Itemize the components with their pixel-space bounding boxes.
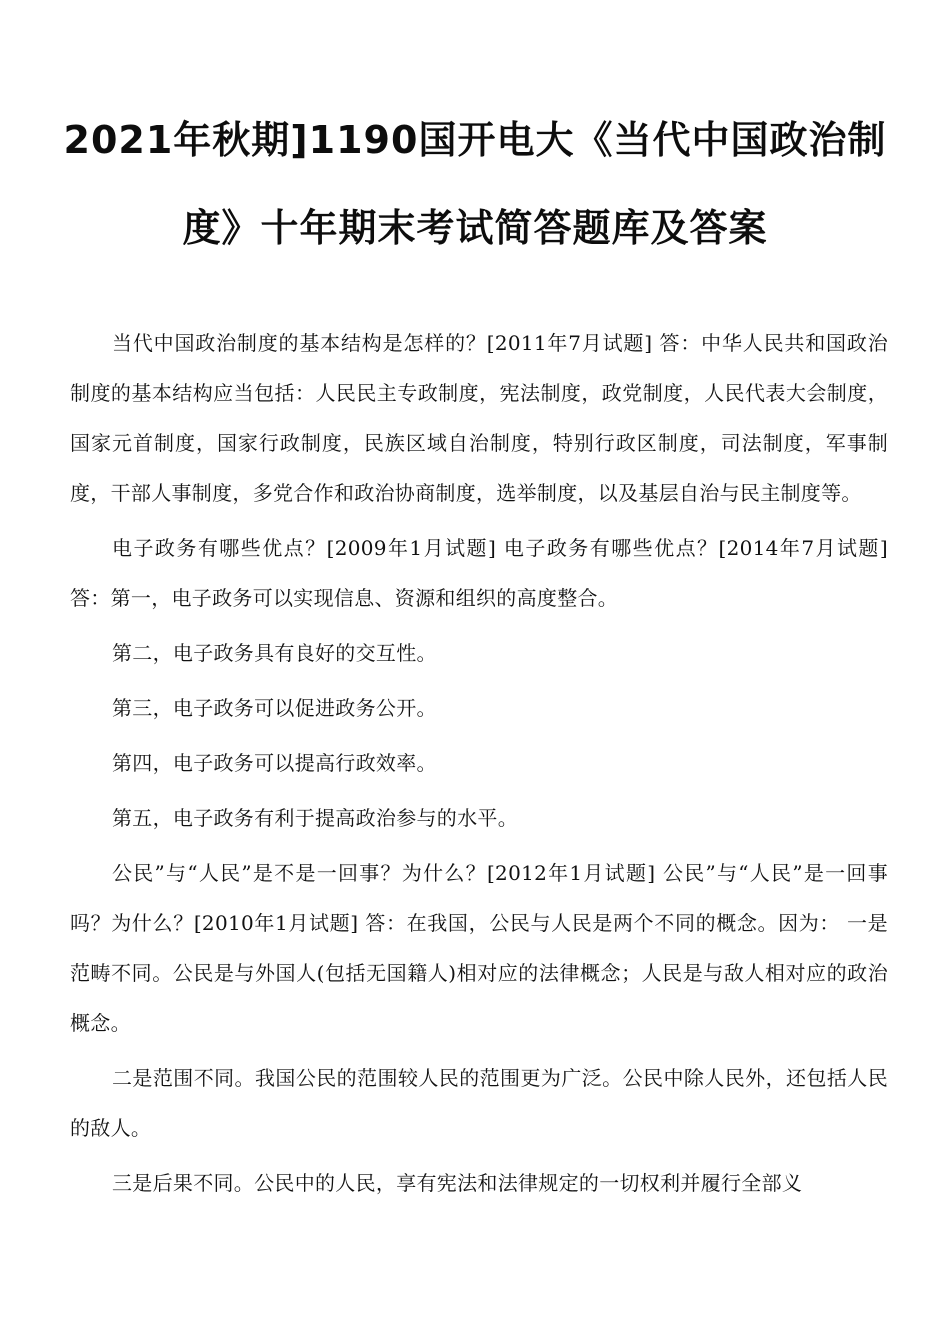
paragraph-citizen-people-question: 公民”与“人民”是不是一回事？为什么？[2012年1月试题] 公民”与“人民”是一回事吗？为什么？[2010年1月试题] 答：在我国，公民与人民是两个不同的概念。因为： 一是范畴不同。公民是与外国人(包括无国籍人)相对应的法律概念；人民是与敌人相对应的政治概念。 xyxy=(70,861,888,1035)
paragraph-e-government-question: 电子政务有哪些优点？[2009年1月试题] 电子政务有哪些优点？[2014年7月试题] 答：第一，电子政务可以实现信息、资源和组织的高度整合。 xyxy=(70,536,888,610)
paragraph-scope-difference: 二是范围不同。我国公民的范围较人民的范围更为广泛。公民中除人民外，还包括人民的敌人。 xyxy=(70,1066,888,1140)
paragraph-fifth-point: 第五，电子政务有利于提高政治参与的水平。 xyxy=(112,806,518,830)
title-line-2: 度》十年期末考试简答题库及答案 xyxy=(182,206,768,250)
document-title xyxy=(60,96,890,272)
paragraph-fourth-point: 第四，电子政务可以提高行政效率。 xyxy=(112,751,437,775)
paragraph-second-point: 第二，电子政务具有良好的交互性。 xyxy=(112,641,437,665)
paragraph-third-point: 第三，电子政务可以促进政务公开。 xyxy=(112,696,437,720)
paragraph-consequence-difference: 三是后果不同。公民中的人民，享有宪法和法律规定的一切权利并履行全部义 xyxy=(112,1171,803,1195)
paragraph-structure-question: 当代中国政治制度的基本结构是怎样的？[2011年7月试题] 答：中华人民共和国政治制度的基本结构应当包括：人民民主专政制度，宪法制度，政党制度，人民代表大会制度，国家元首制度，国家行政制度，民族区域自治制度，特别行政区制度，司法制度，军事制度，干部人事制度，多党合作和政治协商制度，选举制度，以及基层自治与民主制度等。 xyxy=(70,331,888,505)
document-body xyxy=(70,318,888,1213)
title-line-1: 2021年秋期]1190国开电大《当代中国政治制 xyxy=(63,118,887,162)
